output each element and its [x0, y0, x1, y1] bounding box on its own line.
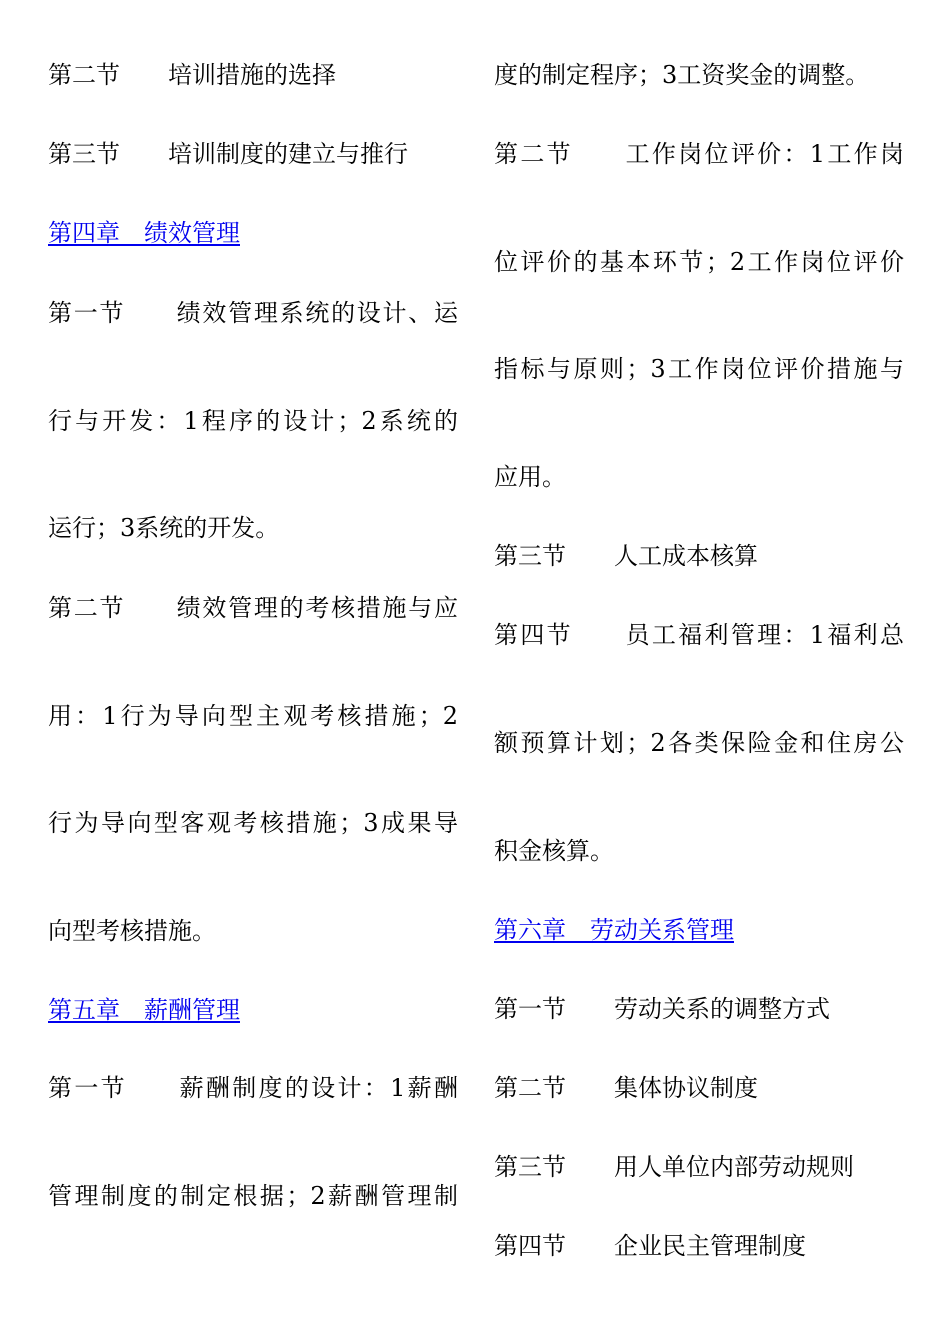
text-line: 管理制度的制定根据；2薪酬管理制 — [48, 1182, 458, 1210]
text-line: 第二节 绩效管理的考核措施与应 — [48, 594, 458, 622]
text-line: 指标与原则；3工作岗位评价措施与 — [494, 355, 904, 383]
text-line: 度的制定程序；3工资奖金的调整。 — [494, 61, 870, 89]
text-line: 应用。 — [494, 463, 566, 491]
text-line: 积金核算。 — [494, 837, 614, 865]
text-line: 位评价的基本环节；2工作岗位评价 — [494, 248, 904, 276]
chapter-link-4[interactable]: 第四章 绩效管理 — [48, 219, 240, 247]
section-heading: 第一节 劳动关系的调整方式 — [494, 995, 830, 1023]
text-line: 行与开发：1程序的设计；2系统的 — [48, 407, 458, 435]
section-heading: 第二节 集体协议制度 — [494, 1074, 758, 1102]
text-line: 用：1行为导向型主观考核措施；2 — [48, 702, 458, 730]
text-line: 额预算计划；2各类保险金和住房公 — [494, 729, 904, 757]
section-heading: 第四节 企业民主管理制度 — [494, 1232, 806, 1260]
section-heading: 第三节 培训制度的建立与推行 — [48, 140, 408, 168]
section-heading: 第三节 用人单位内部劳动规则 — [494, 1153, 854, 1181]
chapter-link-5[interactable]: 第五章 薪酬管理 — [48, 996, 240, 1024]
section-heading: 第二节 培训措施的选择 — [48, 61, 336, 89]
section-heading: 第三节 人工成本核算 — [494, 542, 758, 570]
text-line: 第一节 薪酬制度的设计：1薪酬 — [48, 1074, 458, 1102]
text-line: 行为导向型客观考核措施；3成果导 — [48, 809, 458, 837]
text-line: 第二节 工作岗位评价：1工作岗 — [494, 140, 904, 168]
text-line: 第一节 绩效管理系统的设计、运 — [48, 299, 458, 327]
text-line: 第四节 员工福利管理：1福利总 — [494, 621, 904, 649]
text-line: 运行；3系统的开发。 — [48, 514, 280, 542]
text-line: 向型考核措施。 — [48, 917, 216, 945]
chapter-link-6[interactable]: 第六章 劳动关系管理 — [494, 916, 734, 944]
